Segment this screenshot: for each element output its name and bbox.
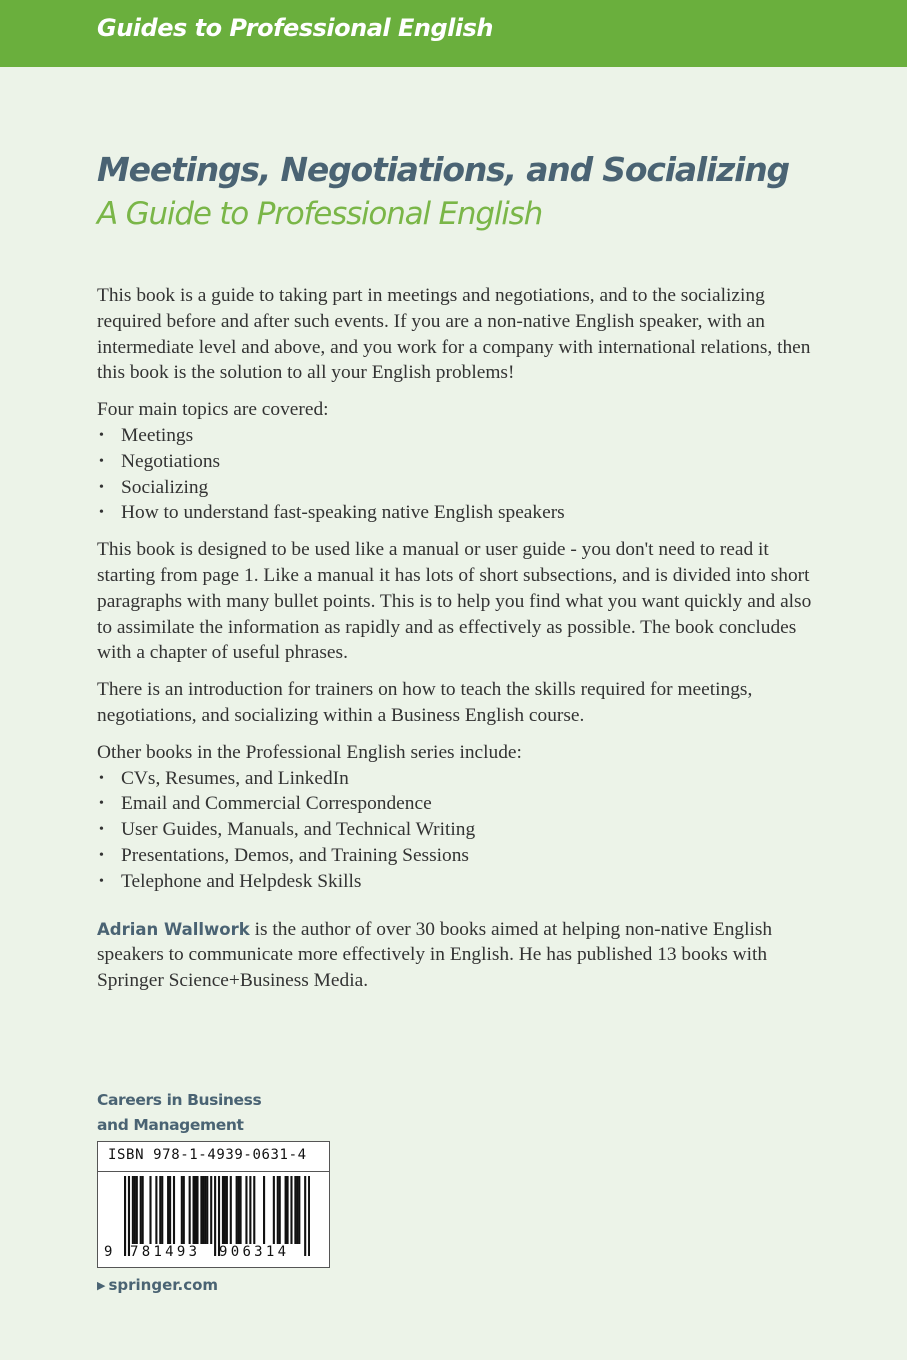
barcode-bar [273,1176,275,1244]
barcode-bar [196,1176,198,1244]
list-item: • User Guides, Manuals, and Technical Writing [97,817,812,843]
barcode-bar [279,1176,281,1244]
barcode-bar [236,1176,238,1244]
barcode-lead-digit: 9 [104,1244,113,1260]
barcode-bar [183,1176,185,1244]
subject-category [97,1088,261,1138]
barcode-bar [210,1176,212,1244]
barcode-bar [296,1176,298,1244]
list-item: • Presentations, Demos, and Training Sessions [97,843,812,869]
bullet-icon: • [99,453,104,469]
barcode-bar [189,1176,191,1244]
bullet-icon: • [99,873,104,889]
list-item: • CVs, Resumes, and LinkedIn [97,766,812,792]
series-header-bar [0,0,907,67]
blurb-paragraph: There is an introduction for trainers on how to teach the skills required for meetings, negotiations, and socializing within a Business English course. [97,679,753,726]
barcode-bar [245,1176,247,1244]
barcode-bar [134,1176,136,1244]
list-item: • Meetings [97,423,812,449]
barcode-bar [238,1176,240,1244]
barcode-bar [230,1176,232,1244]
author-name: Adrian Wallwork [97,919,250,939]
barcode-bar [287,1176,289,1244]
list-item: • Negotiations [97,449,812,475]
barcode-bar [124,1176,126,1256]
barcode-bar [136,1176,138,1244]
barcode-bar [263,1176,265,1244]
list-item: • Socializing [97,475,812,501]
barcode-bar [277,1176,279,1244]
bullet-icon: • [99,847,104,863]
barcode-group-left: 781493 [130,1244,201,1260]
barcode-bar [285,1176,287,1244]
barcode-bar [200,1176,202,1244]
barcode-bar [194,1176,196,1244]
isbn-barcode [97,1141,330,1268]
barcode-bar [142,1176,144,1244]
barcode-bar [159,1176,161,1244]
isbn-label: ISBN 978-1-4939-0631-4 [108,1147,307,1163]
divider [98,1171,329,1172]
author-bio-text: is the author of over 30 books aimed at helping non-native English speakers to communicate more effectively in English. He has published 13 books with Springer Science+Business Media. [97,918,773,992]
barcode-bar [193,1176,195,1244]
barcode-bar [206,1176,208,1244]
barcode-bar [226,1176,228,1244]
series-intro: Other books in the Professional English series include: [97,741,522,763]
barcode-bar [298,1176,300,1244]
bullet-icon: • [99,427,104,443]
bullet-icon: • [99,770,104,786]
barcode-bar [169,1176,171,1244]
bullet-icon: • [99,796,104,812]
barcode-group-right: 906314 [219,1244,290,1260]
barcode-bar [290,1176,292,1244]
barcode-bar [202,1176,204,1244]
series-title: Guides to Professional English [97,14,493,42]
barcode-bar [304,1176,306,1256]
barcode-bar [140,1176,142,1244]
barcode-bar [155,1176,157,1244]
bullet-icon: • [99,479,104,495]
topics-list [97,423,812,526]
blurb-paragraph: This book is designed to be used like a manual or user guide - you don't need to read it starting from page 1. Like a manual it has lots of short subsections, and is divided into short paragraphs with many bullet points. This is to help you find what you want quickly and also to assimilate the information as rapidly and as effectively as possible. The book concludes with a chapter of useful phrases. [97,539,812,664]
book-subtitle: A Guide to Professional English [97,196,543,232]
blurb-paragraph: This book is a guide to taking part in meetings and negotiations, and to the socializing required before and after such events. If you are a non-native English speaker, with an intermediate level and above, and you work for a company with international relations, then this book is the solution to all your English problems! [97,285,811,384]
publisher-link[interactable] [97,1276,218,1294]
barcode-bar [222,1176,224,1244]
barcode-bar [132,1176,134,1244]
category-line: Careers in Business [97,1091,262,1109]
list-item: • Telephone and Helpdesk Skills [97,869,812,895]
bullet-icon: • [99,822,104,838]
list-item: • How to understand fast-speaking native English speakers [97,500,812,526]
series-books-list [97,766,812,895]
barcode-bar [173,1176,175,1244]
barcode-bar [149,1176,151,1244]
list-item: • Email and Commercial Correspondence [97,791,812,817]
barcode-bar [204,1176,206,1244]
publisher-site: springer.com [108,1276,219,1294]
barcode-bar [249,1176,251,1244]
barcode-bar [181,1176,183,1244]
barcode-bar [253,1176,255,1244]
barcode-bar [214,1176,216,1256]
bullet-icon: • [99,505,104,521]
blurb-body [97,283,812,1005]
author-bio [97,917,812,994]
barcode-bar [308,1176,310,1256]
barcode-bar [167,1176,169,1244]
topics-intro: Four main topics are covered: [97,399,329,421]
barcode-bar [294,1176,296,1244]
barcode-bar [240,1176,242,1244]
barcode-bar [161,1176,163,1244]
category-line: and Management [97,1116,244,1134]
barcode-bar [224,1176,226,1244]
book-title: Meetings, Negotiations, and Socializing [97,150,789,189]
arrow-right-icon: ▶ [97,1279,106,1292]
